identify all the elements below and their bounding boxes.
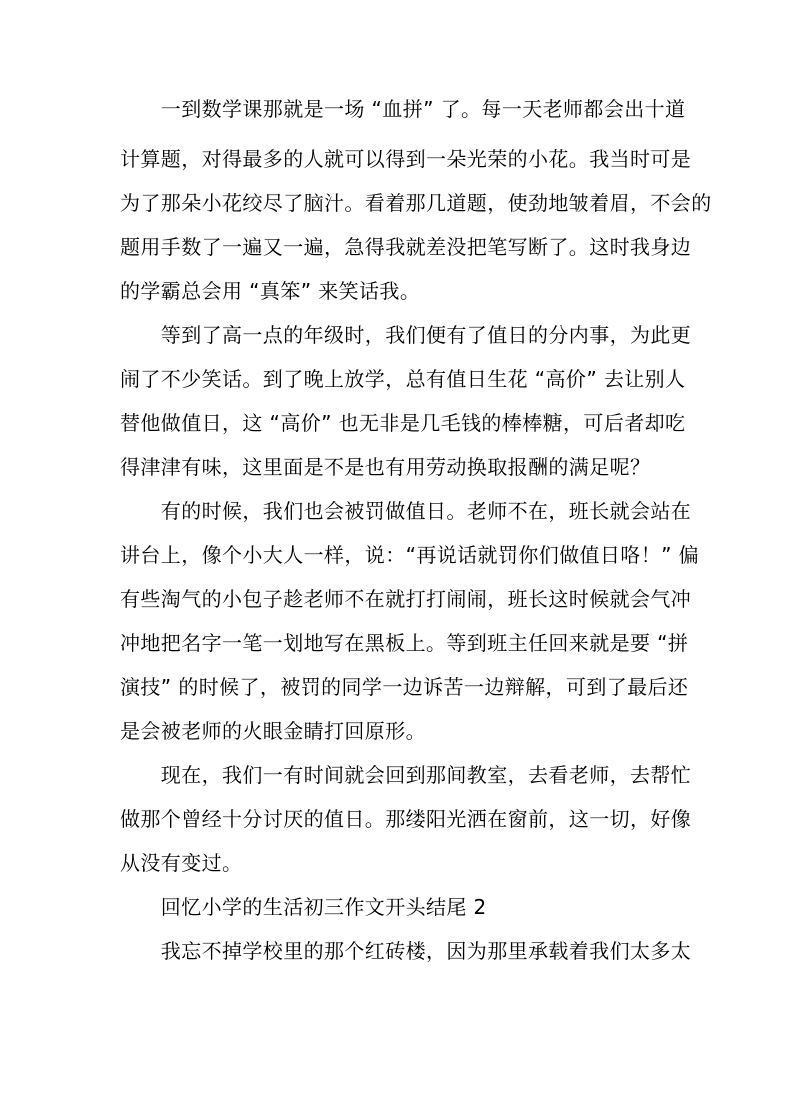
text-line: 现在，我们一有时间就会回到那间教室，去看老师，去帮忙 xyxy=(120,763,692,787)
text-line: 计算题，对得最多的人就可以得到一朵光荣的小花。我当时可是 xyxy=(120,147,692,171)
text-line: 一到数学课那就是一场 “血拼” 了。每一天老师都会出十道 xyxy=(120,97,686,121)
text-line: 有的时候，我们也会被罚做值日。老师不在，班长就会站在 xyxy=(120,499,692,523)
text-line: 替他做值日，这 “高价” 也无非是几毛钱的棒棒糖，可后者却吃 xyxy=(120,411,686,435)
section-heading: 回忆小学的生活初三作文开头结尾 2 xyxy=(120,895,487,919)
text-line: 从没有变过。 xyxy=(120,851,243,875)
text-line: 是会被老师的火眼金睛打回原形。 xyxy=(120,719,426,743)
text-line: 的学霸总会用 “真笨” 来笑话我。 xyxy=(120,279,421,303)
text-line: 演技” 的时候了，被罚的同学一边诉苦一边辩解，可到了最后还 xyxy=(120,675,689,699)
text-line: 为了那朵小花绞尽了脑汁。看着那几道题，使劲地皱着眉，不会的 xyxy=(120,191,712,215)
text-line: 有些淘气的小包子趁老师不在就打打闹闹，班长这时候就会气冲 xyxy=(120,587,692,611)
text-line: 我忘不掉学校里的那个红砖楼，因为那里承载着我们太多太 xyxy=(120,939,692,963)
text-line: 等到了高一点的年级时，我们便有了值日的分内事，为此更 xyxy=(120,323,692,347)
text-line: 得津津有味，这里面是不是也有用劳动换取报酬的满足呢？ xyxy=(120,455,651,479)
text-line: 讲台上，像个小大人一样，说：“再说话就罚你们做值日咯！” 偏 xyxy=(120,543,700,567)
text-line: 冲地把名字一笔一划地写在黑板上。等到班主任回来就是要 “拼 xyxy=(120,631,689,655)
text-line: 闹了不少笑话。到了晚上放学，总有值日生花 “高价” 去让别人 xyxy=(120,367,686,391)
text-line: 做那个曾经十分讨厌的值日。那缕阳光洒在窗前，这一切，好像 xyxy=(120,807,692,831)
text-line: 题用手数了一遍又一遍，急得我就差没把笔写断了。这时我身边 xyxy=(120,235,692,259)
